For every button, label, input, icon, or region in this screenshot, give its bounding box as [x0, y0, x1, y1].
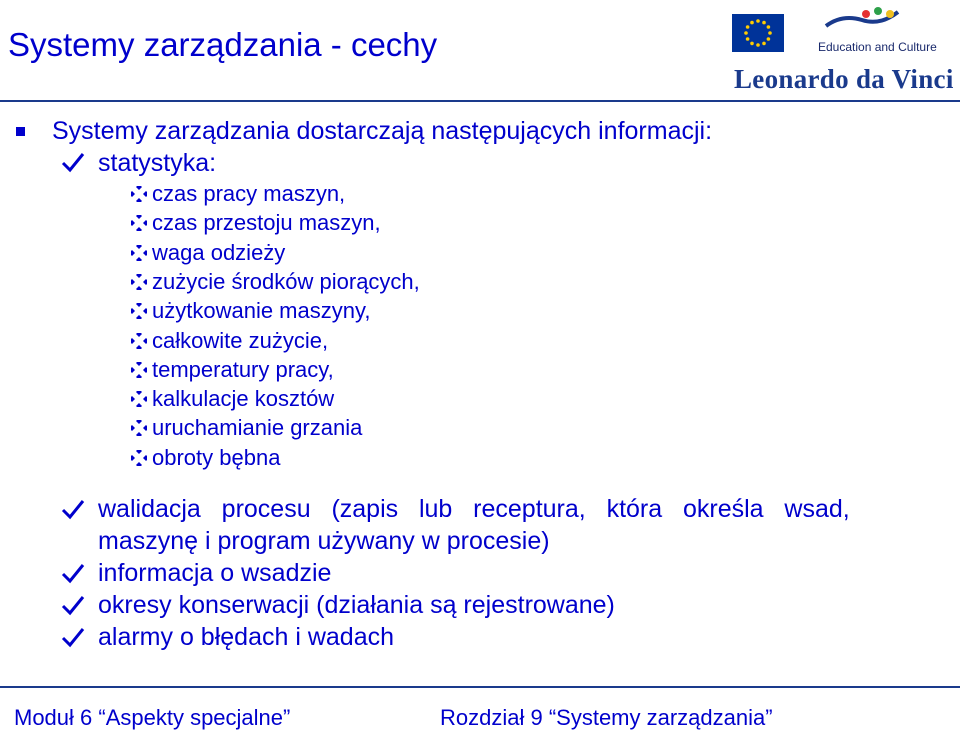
footer-divider — [0, 686, 960, 688]
statistics-item: temperatury pracy, — [152, 356, 334, 382]
leonardo-da-vinci-text: Leonardo da Vinci — [734, 64, 954, 94]
header-divider — [0, 100, 960, 102]
diamond-bullet-icon — [131, 391, 147, 407]
validation-line-1: walidacja procesu (zapis lub receptura, która określa wsad, — [98, 495, 850, 523]
diamond-bullet-icon — [131, 274, 147, 290]
statistics-item: użytkowanie maszyny, — [152, 298, 371, 324]
eu-flag-icon — [732, 14, 784, 52]
info-item: informacja o wsadzie — [98, 559, 332, 587]
diamond-bullet-icon — [131, 333, 147, 349]
logo-area — [732, 6, 952, 96]
diamond-bullet-icon — [131, 186, 147, 202]
statistics-item: czas przestoju maszyn, — [152, 210, 381, 236]
intro-text: Systemy zarządzania dostarczają następujących informacji: — [52, 117, 713, 145]
validation-line-2: maszynę i program używany w procesie) — [98, 527, 550, 555]
education-culture-text: Education and Culture — [818, 40, 937, 54]
statistics-item: obroty bębna — [152, 444, 281, 470]
statistics-item: waga odzieży — [152, 239, 286, 265]
statistics-item: całkowite zużycie, — [152, 327, 329, 353]
info-item: okresy konserwacji (działania są rejestrowane) — [98, 591, 615, 619]
diamond-bullet-icon — [131, 303, 147, 319]
footer-chapter: Rozdział 9 “Systemy zarządzania” — [440, 705, 773, 730]
statistics-item: zużycie środków piorących, — [152, 268, 420, 294]
check-icon — [60, 498, 86, 520]
info-item: alarmy o błędach i wadach — [98, 623, 394, 651]
page-title: Systemy zarządzania - cechy — [8, 26, 438, 63]
diamond-bullet-icon — [131, 450, 147, 466]
check-icon — [60, 594, 86, 616]
statistics-item: czas pracy maszyn, — [152, 181, 346, 206]
check-icon — [60, 626, 86, 648]
check-icon — [60, 151, 86, 173]
check-icon — [60, 562, 86, 584]
statistics-item: kalkulacje kosztów — [152, 386, 335, 412]
diamond-bullet-icon — [131, 215, 147, 231]
diamond-bullet-icon — [131, 362, 147, 378]
statistics-item: uruchamianie grzania — [152, 415, 363, 441]
diamond-bullet-icon — [131, 420, 147, 436]
education-culture-logo-icon — [822, 6, 902, 36]
diamond-bullet-icon — [131, 245, 147, 261]
statistics-label: statystyka: — [98, 149, 217, 177]
footer-module: Moduł 6 “Aspekty specjalne” — [14, 705, 291, 730]
square-bullet-icon — [16, 127, 25, 136]
